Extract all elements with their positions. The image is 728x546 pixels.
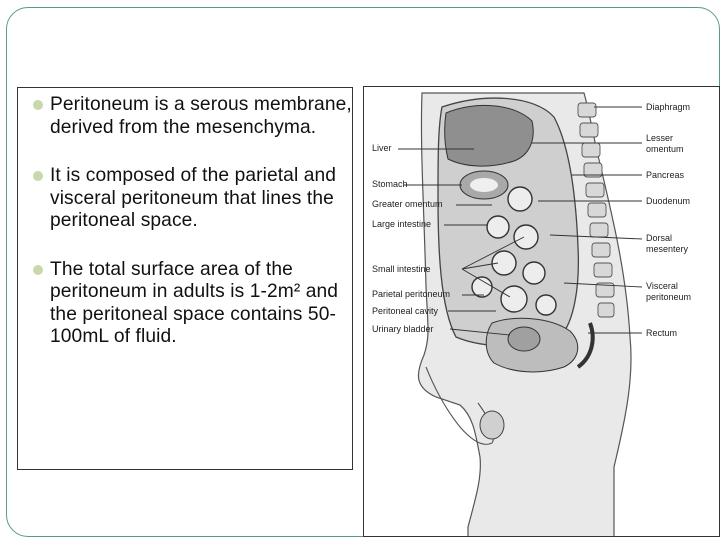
label-lesser-omentum-line2: omentum	[646, 144, 684, 154]
label-lesser-omentum-line1: Lesser	[646, 133, 674, 143]
label-parietal-peritoneum: Parietal peritoneum	[372, 289, 451, 299]
label-visceral-peritoneum-line1: Visceral	[646, 281, 678, 291]
label-dorsal-mesentery-line1: Dorsal	[646, 233, 673, 243]
label-urinary-bladder: Urinary bladder	[372, 324, 434, 334]
bladder-shape	[508, 327, 540, 351]
bullet-item	[33, 94, 353, 139]
label-duodenum: Duodenum	[646, 196, 691, 206]
label-greater-omentum: Greater omentum	[372, 199, 443, 209]
label-liver: Liver	[372, 143, 392, 153]
label-stomach: Stomach	[372, 179, 408, 189]
bullet-dot-icon	[33, 100, 43, 110]
scrotum-shape	[480, 411, 504, 439]
bullet-dot-icon	[33, 265, 43, 275]
bullet-text: The total surface area of the peritoneum in adults is 1-2m² and the peritoneal space contains 50-100mL of fluid.	[50, 258, 339, 347]
bullet-item	[33, 259, 353, 349]
bullet-text: Peritoneum is a serous membrane, derived from the mesenchyma.	[50, 94, 352, 138]
label-pancreas: Pancreas	[646, 170, 685, 180]
label-small-intestine: Small intestine	[372, 264, 431, 274]
bullet-text: It is composed of the parietal and visceral peritoneum that lines the peritoneal space.	[50, 165, 337, 231]
label-diaphragm: Diaphragm	[646, 102, 691, 112]
label-peritoneal-cavity: Peritoneal cavity	[372, 306, 439, 316]
label-large-intestine: Large intestine	[372, 219, 432, 229]
anatomy-figure	[363, 86, 720, 537]
label-rectum: Rectum	[646, 328, 678, 338]
bullet-item	[33, 165, 353, 233]
label-dorsal-mesentery-line2: mesentery	[646, 244, 689, 254]
bullet-dot-icon	[33, 171, 43, 181]
bullet-list	[33, 94, 353, 375]
liver-shape	[445, 105, 534, 166]
label-visceral-peritoneum-line2: peritoneum	[646, 292, 692, 302]
